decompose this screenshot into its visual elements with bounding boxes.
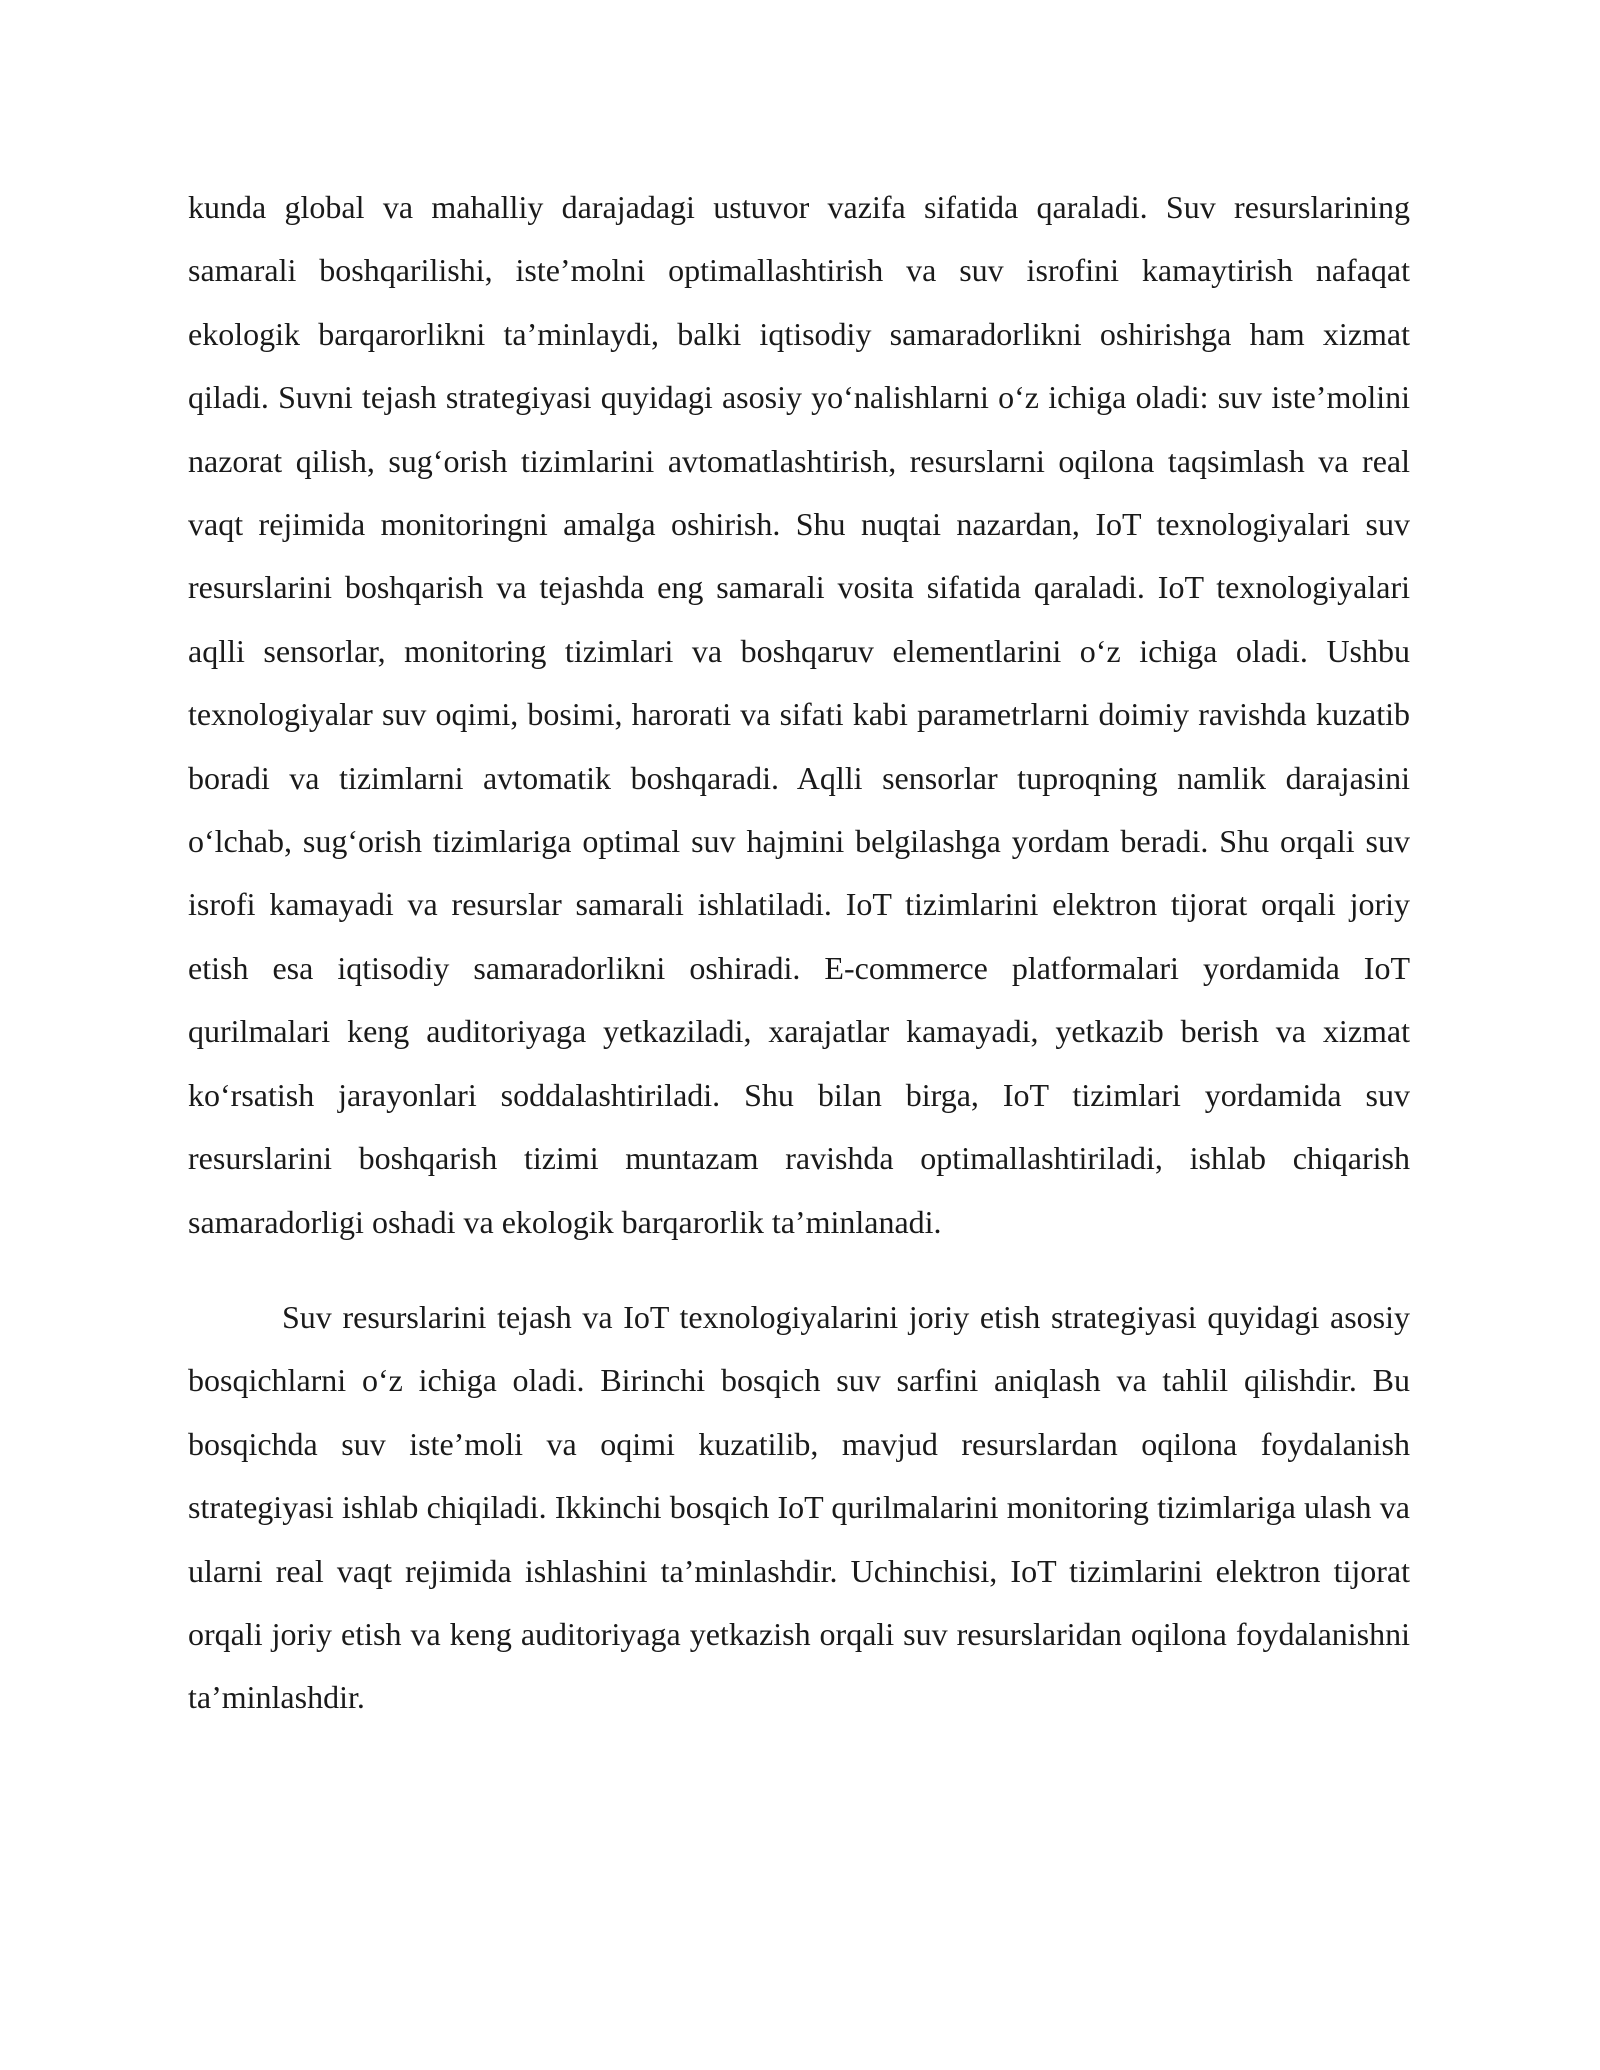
paragraph-2: Suv resurslarini tejash va IoT texnologiyalarini joriy etish strategiyasi quyidagi asosiy bosqichlarni o‘z ichiga oladi. Birinchi bosqich suv sarfini aniqlash va tahlil qilishdir. Bu bosqichda suv iste’moli va oqimi kuzatilib, mavjud resurslardan oqilona foydalanish strategiyasi ishlab chiqiladi. Ikkinchi bosqich IoT qurilmalarini monitoring tizimlariga ulash va ularni real vaqt rejimida ishlashini ta’minlashdir. Uchinchisi, IoT tizimlarini elektron tijorat orqali joriy etish va keng auditoriyaga yetkazish orqali suv resurslaridan oqilona foydalanishni ta’minlashdir.: [188, 1298, 1410, 1716]
document-body: [188, 176, 1410, 1730]
paragraph-1: kunda global va mahalliy darajadagi ustuvor vazifa sifatida qaraladi. Suv resurslarining samarali boshqarilishi, iste’molni optimallashtirish va suv isrofini kamaytirish nafaqat ekologik barqarorlikni ta’minlaydi, balki iqtisodiy samaradorlikni oshirishga ham xizmat qiladi. Suvni tejash strategiyasi quyidagi asosiy yo‘nalishlarni o‘z ichiga oladi: suv iste’molini nazorat qilish, sug‘orish tizimlarini avtomatlashtirish, resurslarni oqilona taqsimlash va real vaqt rejimida monitoringni amalga oshirish. Shu nuqtai nazardan, IoT texnologiyalari suv resurslarini boshqarish va tejashda eng samarali vosita sifatida qaraladi. IoT texnologiyalari aqlli sensorlar, monitoring tizimlari va boshqaruv elementlarini o‘z ichiga oladi. Ushbu texnologiyalar suv oqimi, bosimi, harorati va sifati kabi parametrlarni doimiy ravishda kuzatib boradi va tizimlarni avtomatik boshqaradi. Aqlli sensorlar tuproqning namlik darajasini o‘lchab, sug‘orish tizimlariga optimal suv hajmini belgilashga yordam beradi. Shu orqali suv isrofi kamayadi va resurslar samarali ishlatiladi. IoT tizimlarini elektron tijorat orqali joriy etish esa iqtisodiy samaradorlikni oshiradi. E-commerce platformalari yordamida IoT qurilmalari keng auditoriyaga yetkaziladi, xarajatlar kamayadi, yetkazib berish va xizmat ko‘rsatish jarayonlari soddalashtiriladi. Shu bilan birga, IoT tizimlari yordamida suv resurslarini boshqarish tizimi muntazam ravishda optimallashtiriladi, ishlab chiqarish samaradorligi oshadi va ekologik barqarorlik ta’minlanadi.: [188, 189, 1410, 1240]
